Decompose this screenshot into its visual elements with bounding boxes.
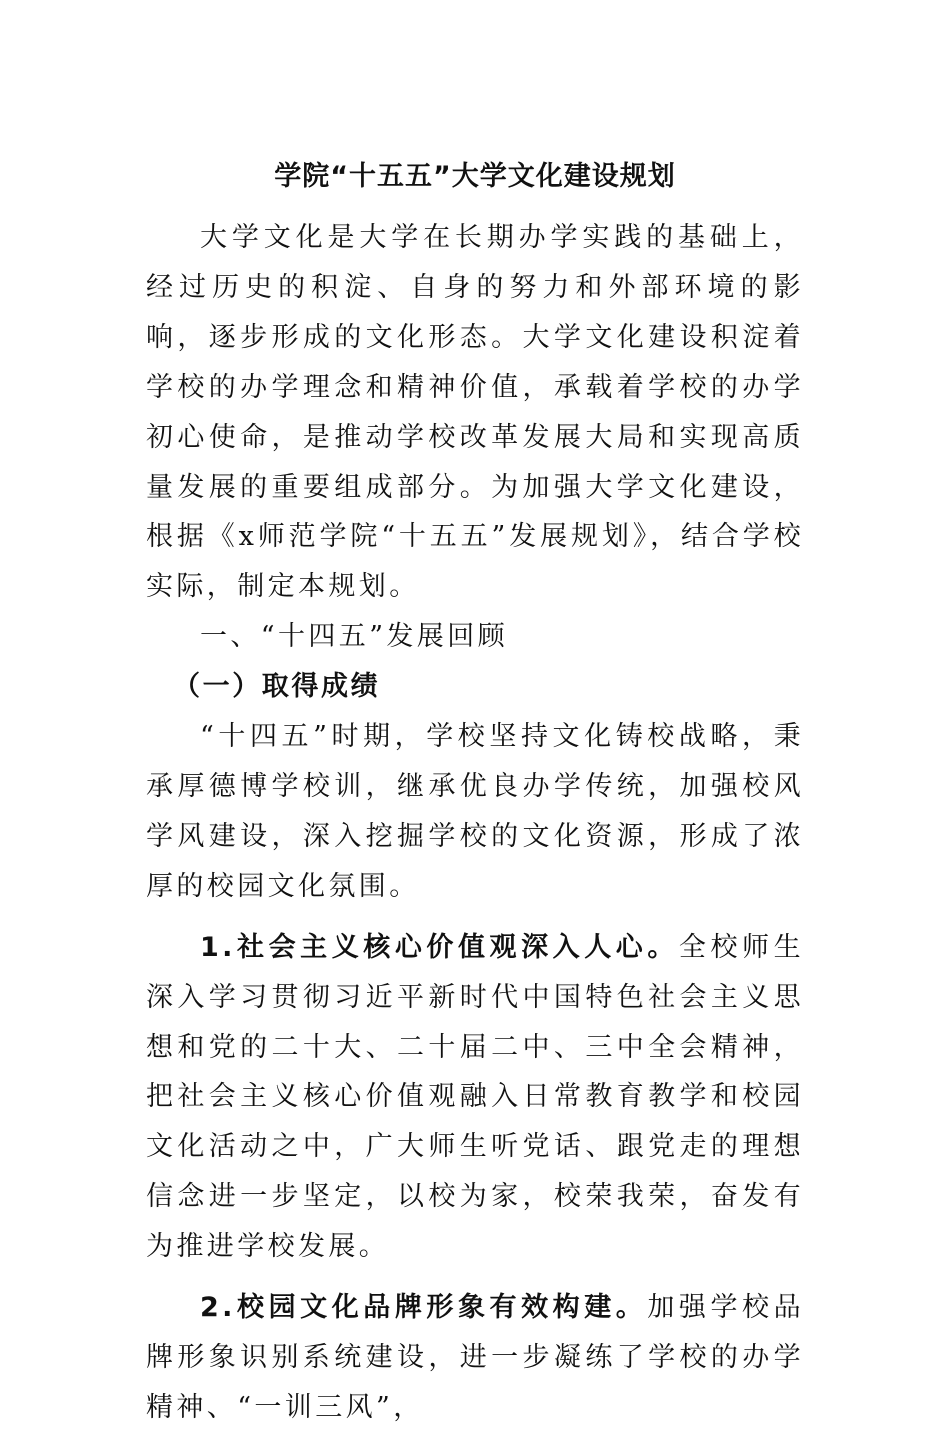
item-2-text: 加强学校品牌形象识别系统建设，进一步凝练了学校的办学精神、“一训三风”， xyxy=(146,1292,804,1423)
document-title: 学院“十五五”大学文化建设规划 xyxy=(274,161,676,192)
item-1-paragraph xyxy=(146,923,804,1272)
item-1-lead: 1.社会主义核心价值观深入人心。 xyxy=(200,931,679,963)
item-2-paragraph xyxy=(146,1283,804,1433)
item-2-lead: 2.校园文化品牌形象有效构建。 xyxy=(200,1292,648,1324)
achievements-intro-paragraph: “十四五”时期，学校坚持文化铸校战略，秉承厚德博学校训，继承优良办学传统，加强校风学风建设，深入挖掘学校的文化资源，形成了浓厚的校园文化氛围。 xyxy=(146,721,804,902)
subsection-heading-achievements: （一）取得成绩 xyxy=(173,671,381,703)
document-body xyxy=(146,213,804,1433)
section-heading-review: 一、“十四五”发展回顾 xyxy=(200,621,509,653)
item-1-text: 全校师生深入学习贯彻习近平新时代中国特色社会主义思想和党的二十大、二十届二中、三中全会精神，把社会主义核心价值观融入日常教育教学和校园文化活动之中，广大师生听党话、跟党走的理想信念进一步坚定，以校为家，校荣我荣，奋发有为推进学校发展。 xyxy=(146,931,804,1263)
intro-paragraph: 大学文化是大学在长期办学实践的基础上，经过历史的积淀、自身的努力和外部环境的影响，逐步形成的文化形态。大学文化建设积淀着学校的办学理念和精神价值，承载着学校的办学初心使命，是推动学校改革发展大局和实现高质量发展的重要组成部分。为加强大学文化建设，根据《x师范学院“十五五”发展规划》，结合学校实际，制定本规划。 xyxy=(146,222,804,603)
